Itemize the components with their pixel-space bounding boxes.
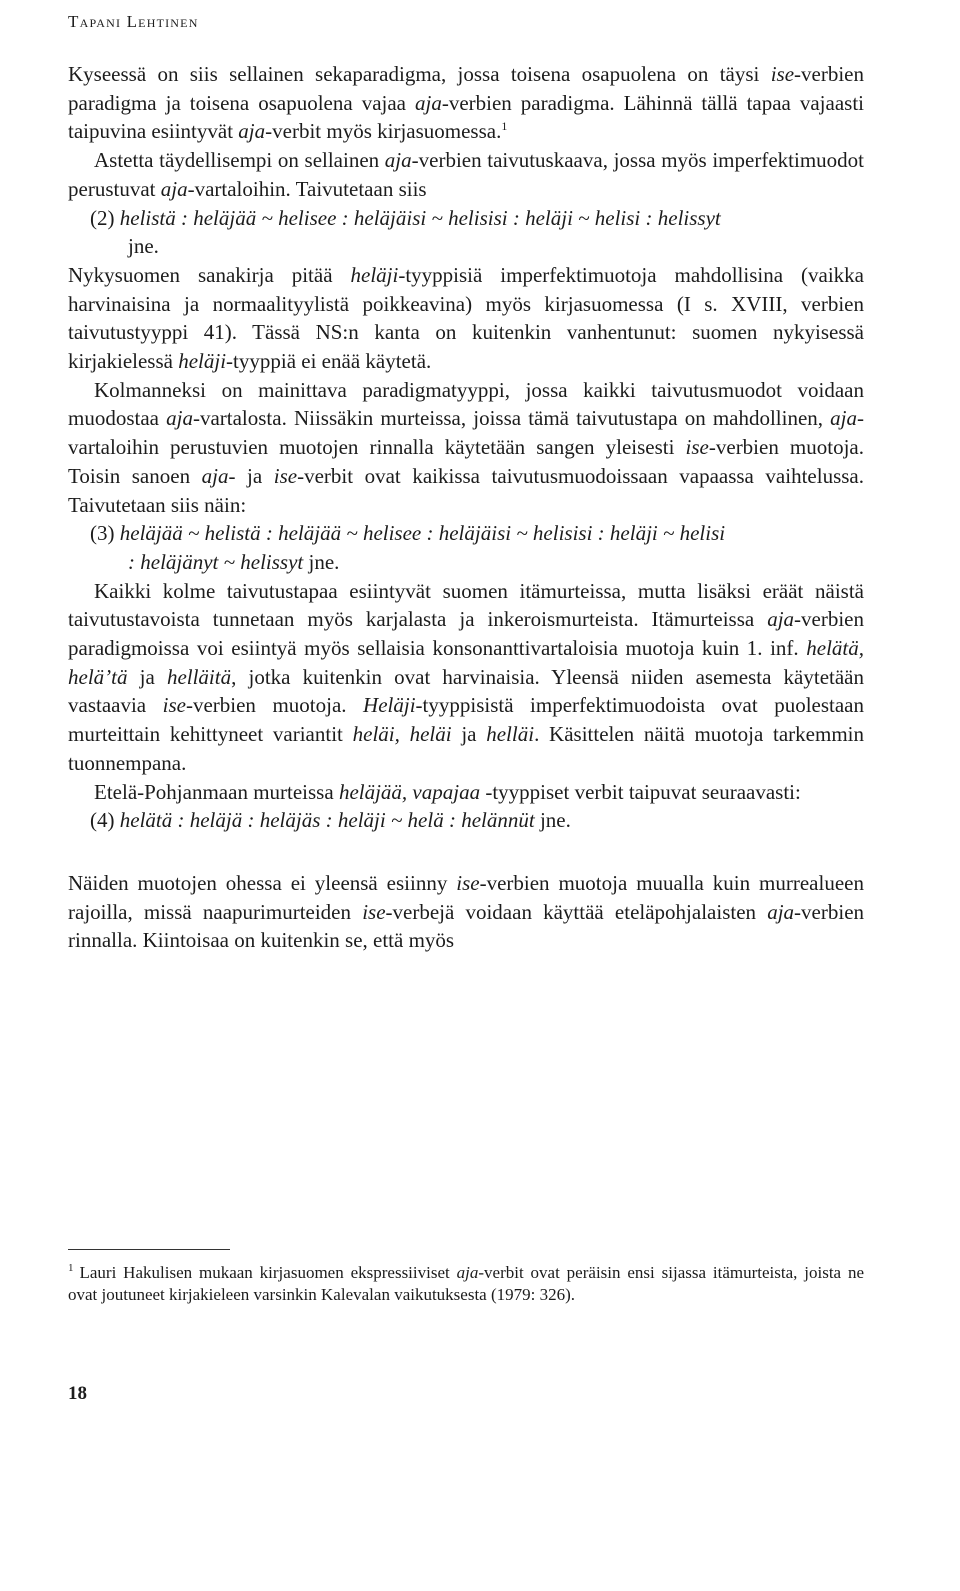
text: -tyyppiset verbit taipuvat seuraavasti: [480, 779, 801, 804]
italic-term: aja [238, 119, 266, 144]
text: -tyyppisiä imperfektimuotoja mahdollisina (vaikka harvinaisina ja normaalityylistä poikkeavina) myös kirjasuomessa (I s. XVIII, verbien taivutustyyppi 41). Tässä NS:n kanta on kuitenkin vanhentunut: suomen nykyisessä kirjakielessä [68, 262, 864, 374]
italic-term: aja [160, 176, 188, 201]
example-4 [68, 806, 864, 835]
italic-term: ise [273, 463, 298, 488]
example-suffix: jne. [128, 234, 159, 259]
text: Nykysuomen sanakirja pitää [68, 262, 351, 287]
text: ja [235, 463, 274, 488]
page-number: 18 [68, 1383, 87, 1404]
paragraph-5 [68, 577, 864, 778]
italic-term: ise [685, 435, 709, 460]
example-3 [68, 519, 864, 576]
italic-term: heläi, heläi [352, 722, 452, 747]
italic-term: ise [456, 870, 480, 895]
text: -verbit ovat peräisin ensi sijassa itämurteista, joista ne ovat joutuneet kirjakieleen varsinkin Kalevalan vaikutuksesta (1979: 326). [68, 1263, 865, 1304]
text: Näiden muotojen ohessa ei yleensä esiinny [68, 870, 457, 895]
example-forms: heläjää ~ helistä : heläjää ~ helisee : heläjäisi ~ helisisi : heläji ~ helisi [119, 521, 726, 546]
italic-term: aja [830, 406, 858, 431]
italic-term: aja [767, 899, 795, 924]
italic-term: heläji [178, 349, 227, 374]
italic-term: ise [362, 899, 386, 924]
paragraph-6 [68, 778, 864, 807]
text: Astetta täydellisempi on sellainen [94, 148, 385, 173]
footnote-ref: 1 [501, 119, 508, 134]
footnote-divider [68, 1249, 230, 1250]
text: -verbien muotoja. Toisin sanoen [68, 435, 864, 488]
text: -verbien paradigma ja toisena osapuolena vajaa [68, 62, 864, 115]
text: -verbien paradigmoissa voi esiintyä myös sellaisia konsonanttivartaloisia muotoja kuin 1. inf. [68, 607, 864, 661]
italic-term: helläi [486, 722, 535, 747]
paragraph-4 [68, 376, 864, 520]
text: Kyseessä on siis sellainen sekaparadigma, jossa toisena osapuolena on täysi [68, 62, 771, 86]
body-text [68, 60, 864, 955]
paragraph-1 [68, 60, 864, 146]
italic-term: aja [767, 607, 795, 632]
text: -verbien paradigma. Lähinnä tällä tapaa vajaasti taipuvina esiintyvät [68, 90, 864, 144]
italic-term: Heläji [363, 693, 416, 718]
text: -vartaloihin. Taivutetaan siis [187, 176, 427, 201]
text: -verbien taivutuskaava, jossa myös imperfektimuodot perustuvat [68, 148, 864, 201]
text: -verbien muotoja muualla kuin murrealueen rajoilla, missä naapurimurteiden [68, 870, 864, 924]
example-suffix: jne. [534, 808, 571, 833]
example-number: (4) [90, 808, 115, 833]
paragraph-7 [68, 869, 864, 955]
example-number: (3) [90, 521, 115, 546]
italic-term: heläji [350, 262, 399, 287]
text: -verbejä voidaan käyttää eteläpohjalaisten [385, 899, 768, 924]
text: -tyyppisistä imperfektimuodoista ovat puolestaan murteittain kehittyneet variantit [68, 693, 865, 747]
text: Etelä-Pohjanmaan murteissa [94, 779, 339, 804]
example-forms: helistä : heläjää ~ helisee : heläjäisi ~ helisisi : heläji ~ helisi : helissyt [119, 205, 721, 230]
example-suffix: jne. [303, 549, 340, 574]
example-forms: helätä : heläjä : heläjäs : heläji ~ helä : helännüt [119, 808, 535, 833]
italic-term: aja [456, 1263, 479, 1282]
footnote [68, 1262, 864, 1306]
text: ja [127, 664, 167, 689]
text: -vartalosta. Niissäkin murteissa, joissa tämä taivutustapa on mahdollinen, [192, 406, 831, 431]
text: -verbien muotoja. [185, 693, 364, 718]
text: Lauri Hakulisen mukaan kirjasuomen ekspressiiviset [79, 1263, 457, 1282]
italic-term: helläitä [166, 664, 232, 689]
italic-term: ise [770, 62, 795, 86]
text: Kolmanneksi on mainittava paradigmatyyppi, jossa kaikki taivutusmuodot voidaan muodostaa [68, 377, 864, 431]
text: Kaikki kolme taivutustapaa esiintyvät suomen itämurteissa, mutta lisäksi eräät näistä taivutustavoista tunnetaan myös karjalasta ja inkeroismurteista. Itämurteissa [68, 578, 864, 632]
text: -vartaloihin perustuvien muotojen rinnalla käytetään sangen yleisesti [68, 406, 865, 460]
example-2 [68, 204, 864, 261]
italic-term: aja [166, 406, 193, 431]
italic-term: helätä, heläʼtä [68, 636, 864, 689]
text: . Käsittelen näitä muotoja tarkemmin tuonnempana. [68, 722, 865, 775]
text: -tyyppiä ei enää käytetä. [226, 349, 432, 374]
text: , jotka kuitenkin ovat harvinaisia. Yleensä niiden asemesta käytetään vastaavia [68, 664, 864, 718]
running-head: Tapani Lehtinen [68, 12, 199, 31]
paragraph-2 [68, 146, 864, 203]
text: -verbit ovat kaikissa taivutusmuodoissaan vapaassa vaihtelussa. Taivutetaan siis näin: [68, 463, 864, 517]
example-forms-continued: : heläjänyt ~ helissyt [128, 549, 304, 574]
italic-term: ise [162, 693, 186, 718]
text: -verbit myös kirjasuomessa. [265, 119, 502, 144]
footnote-mark: 1 [68, 1262, 74, 1275]
italic-term: aja [384, 148, 412, 173]
paragraph-3 [68, 261, 864, 376]
italic-term: heläjää, vapajaa [338, 779, 481, 804]
italic-term: aja- [201, 463, 236, 488]
example-number: (2) [90, 205, 115, 230]
italic-term: aja [414, 90, 442, 115]
text: ja [451, 722, 487, 747]
text: -verbien rinnalla. Kiintoisaa on kuitenkin se, että myös [68, 899, 865, 953]
